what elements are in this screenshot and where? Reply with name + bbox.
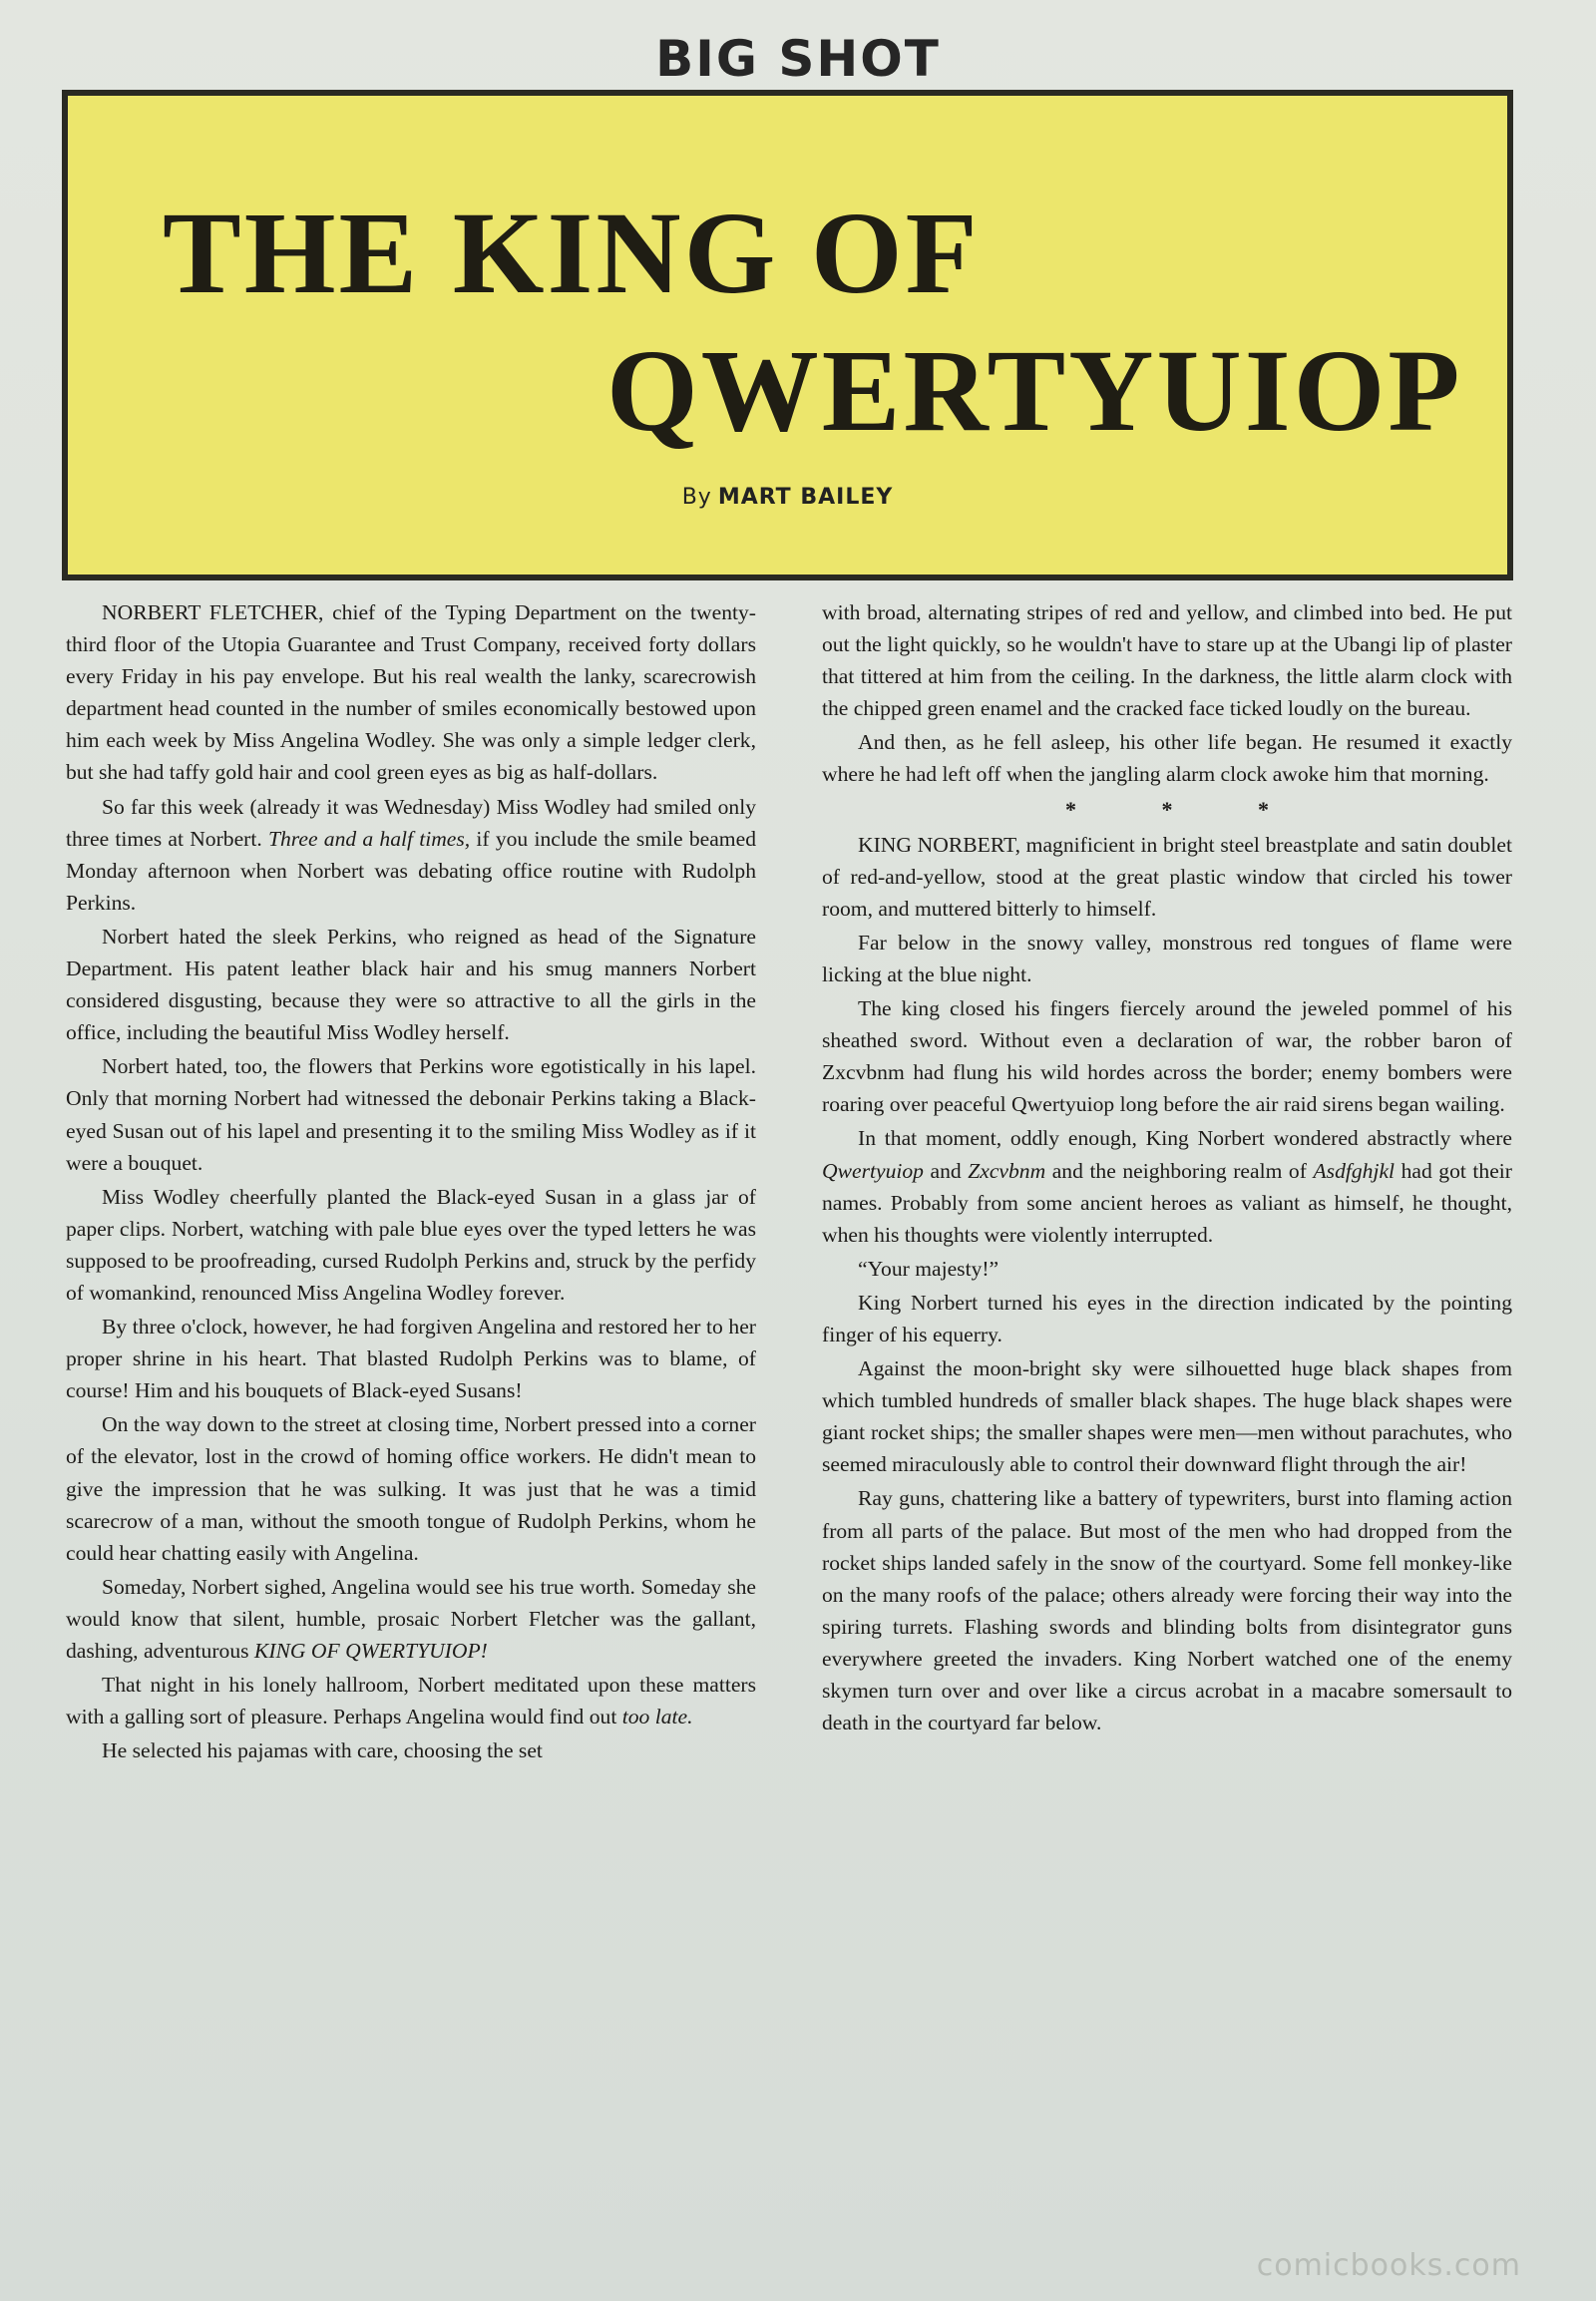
- paragraph: KING NORBERT, magnificient in bright steel breastplate and satin doublet of red-and-yellow, stood at the great plastic window that circled his tower room, and muttered bitterly to himself.: [822, 832, 1512, 921]
- paragraph: [66, 1571, 756, 1667]
- paragraph: Miss Wodley cheerfully planted the Black-eyed Susan in a glass jar of paper clips. Norbert, watching with pale blue eyes over the typed letters he was supposed to be proofreading, cursed Rudolph Perkins and, struck by the perfidy of womankind, renounced Miss Angelina Wodley forever.: [66, 1184, 756, 1305]
- paragraph: And then, as he fell asleep, his other life began. He resumed it exactly where he had left off when the jangling alarm clock awoke him that morning.: [822, 730, 1512, 787]
- section-separator: * * *: [1065, 796, 1309, 822]
- paragraph: King Norbert turned his eyes in the direction indicated by the pointing finger of his equerry.: [822, 1290, 1512, 1346]
- text-run: had got their names. Probably from some ancient heroes as valiant as himself, he thought, when his thoughts were violently interrupted.: [822, 1158, 1512, 1247]
- masthead: BIG SHOT: [655, 30, 941, 88]
- text-run: Someday, Norbert sighed, Angelina would see his true worth. Someday she would know that silent, humble, prosaic Norbert Fletcher was the gallant, dashing, adventurous: [66, 1574, 756, 1663]
- text-run: if you include the smile beamed Monday afternoon when Norbert was debating office routine with Rudolph Perkins.: [66, 826, 756, 915]
- paragraph: [66, 1669, 756, 1732]
- paragraph: [66, 791, 756, 919]
- emphasis: Zxcvbnm: [968, 1158, 1046, 1183]
- paragraph: NORBERT FLETCHER, chief of the Typing Department on the twenty-third floor of the Utopia Guarantee and Trust Company, received forty dollars every Friday in his pay envelope. But his real wealth the lanky, scarecrowish department head counted in the number of smiles economically bestowed upon him each week by Miss Angelina Wodley. She was only a simple ledger clerk, but she had taffy gold hair and cool green eyes as big as half-dollars.: [66, 600, 756, 785]
- paragraph: Norbert hated the sleek Perkins, who reigned as head of the Signature Department. His patent leather black hair and his smug manners Norbert considered disgusting, because they were so attractive to all the girls in the office, including the beautiful Miss Wodley herself.: [66, 924, 756, 1045]
- paragraph: Far below in the snowy valley, monstrous red tongues of flame were licking at the blue night.: [822, 930, 1512, 986]
- paragraph: Norbert hated, too, the flowers that Perkins wore egotistically in his lapel. Only that morning Norbert had witnessed the debonair Perkins taking a Black-eyed Susan out of his lapel and presenting it to the smiling Miss Wodley as if it were a bouquet.: [66, 1054, 756, 1175]
- paragraph: He selected his pajamas with care, choosing the set: [102, 1738, 543, 1763]
- title-box: [62, 90, 1513, 580]
- text-run: and: [923, 1158, 969, 1183]
- column-left: [66, 596, 756, 2202]
- emphasis: KING OF QWERTYUIOP!: [253, 1639, 488, 1663]
- author-name: MART BAILEY: [717, 485, 894, 510]
- paragraph: The king closed his fingers fiercely around the jeweled pommel of his sheathed sword. Without even a declaration of war, the robber baron of Zxcvbnm had flung his wild hordes across the border; enemy bombers were roaring over peaceful Qwertyuiop long before the air raid sirens began wailing.: [822, 996, 1512, 1117]
- story-title-line-2: QWERTYUIOP: [606, 325, 1463, 456]
- article-body: [66, 596, 1512, 2202]
- text-run: In that moment, oddly enough, King Norbert wondered abstractly where: [858, 1126, 1512, 1151]
- paragraph: Against the moon-bright sky were silhouetted huge black shapes from which tumbled hundreds of smaller black shapes. The huge black shapes were giant rocket ships; the smaller shapes were men—men without parachutes, who seemed miraculously able to control their downward flight through the air!: [822, 1356, 1512, 1477]
- text-run: That night in his lonely hallroom, Norbert meditated upon these matters with a galling sort of pleasure. Perhaps Angelina would find out: [66, 1673, 756, 1729]
- byline: [68, 485, 1507, 510]
- paragraph: By three o'clock, however, he had forgiven Angelina and restored her to her proper shrine in his heart. That blasted Rudolph Perkins was to blame, of course! Him and his bouquets of Black-eyed Susans!: [66, 1315, 756, 1403]
- emphasis: too late.: [621, 1705, 693, 1729]
- emphasis: Asdfghjkl: [1313, 1158, 1396, 1183]
- text-run: and the neighboring realm of: [1045, 1158, 1314, 1183]
- watermark: comicbooks.com: [1256, 2248, 1521, 2283]
- paragraph: On the way down to the street at closing time, Norbert pressed into a corner of the elevator, lost in the crowd of homing office workers. He didn't mean to give the impression that he was sulking. It was just that he was a timid scarecrow of a man, without the smooth tongue of Rudolph Perkins, whom he could hear chatting easily with Angelina.: [66, 1412, 756, 1565]
- story-title-line-1: THE KING OF: [163, 188, 981, 318]
- paragraph: with broad, alternating stripes of red and yellow, and climbed into bed. He put out the light quickly, so he wouldn't have to stare up at the Ubangi lip of plaster that tittered at him from the ceiling. In the darkness, the little alarm clock with the chipped green enamel and the cracked face ticked loudly on the bureau.: [822, 600, 1512, 721]
- paragraph: “Your majesty!”: [858, 1256, 999, 1281]
- byline-prefix: By: [681, 485, 712, 510]
- paragraph: [822, 1122, 1512, 1250]
- emphasis: Three and a half times,: [267, 826, 471, 851]
- text-run: So far this week (already it was Wednesday) Miss Wodley had smiled only three times at Norbert.: [66, 794, 756, 851]
- column-right: [822, 596, 1512, 2202]
- emphasis: Qwertyuiop: [822, 1158, 924, 1183]
- paragraph: Ray guns, chattering like a battery of typewriters, burst into flaming action from all parts of the palace. But most of the men who had dropped from the rocket ships landed safely in the snow of the courtyard. Some fell monkey-like on the many roofs of the palace; others already were forcing their way into the spiring turrets. Flashing swords and blinding bolts from disintegrator guns everywhere greeted the invaders. King Norbert watched one of the enemy skymen turn over and over like a circus acrobat in a macabre somersault to death in the courtyard far below.: [822, 1486, 1512, 1735]
